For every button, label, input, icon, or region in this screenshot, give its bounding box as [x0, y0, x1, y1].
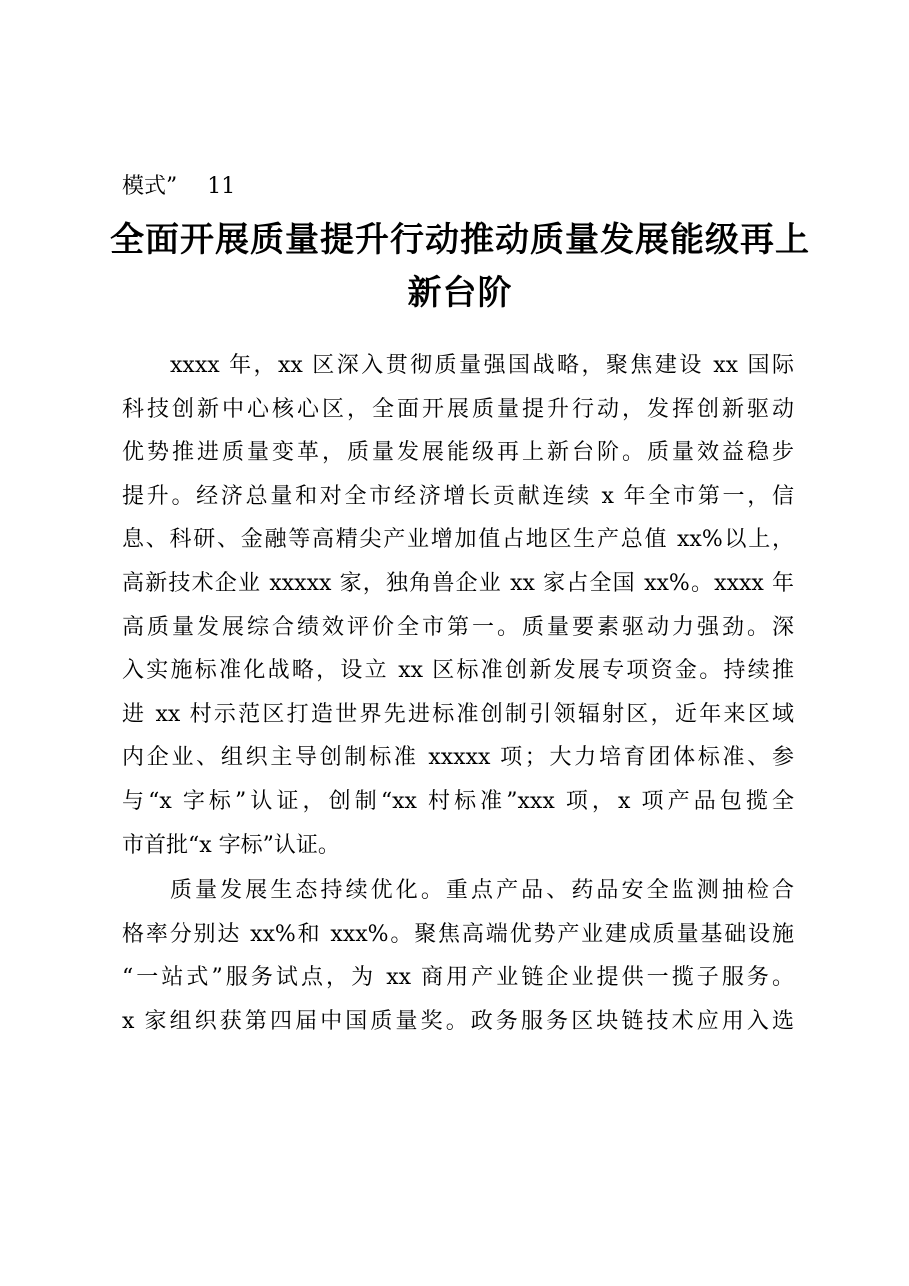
document-title	[100, 214, 820, 320]
paragraph-2	[122, 869, 794, 1043]
text-line: 科技创新中心核心区，全面开展质量提升行动，发挥创新驱动	[122, 396, 794, 422]
text-line: 内企业、组织主导创制标准 xxxxx 项；大力培育团体标准、参	[122, 745, 794, 771]
paragraph-1	[122, 344, 794, 867]
text-line: 市首批“x 字标”认证。	[122, 832, 340, 858]
text-line: 质量发展生态持续优化。重点产品、药品安全监测抽检合	[170, 878, 794, 904]
header-text: 模式”	[122, 174, 178, 199]
running-header	[122, 172, 235, 202]
text-line: 格率分别达 xx%和 xxx%。聚焦高端优势产业建成质量基础设施	[122, 921, 794, 947]
page-number: 11	[207, 174, 236, 199]
text-line: 入实施标准化战略，设立 xx 区标准创新发展专项资金。持续推	[122, 658, 794, 684]
text-line: x 家组织获第四届中国质量奖。政务服务区块链技术应用入选	[122, 1008, 794, 1034]
document-body	[122, 344, 794, 1044]
text-line: 提升。经济总量和对全市经济增长贡献连续 x 年全市第一，信	[122, 483, 794, 509]
text-line: 进 xx 村示范区打造世界先进标准创制引领辐射区，近年来区域	[122, 701, 794, 727]
text-line: 高质量发展综合绩效评价全市第一。质量要素驱动力强劲。深	[122, 614, 794, 640]
text-line: 与“x 字标”认证，创制“xx 村标准”xxx 项，x 项产品包揽全	[122, 788, 794, 814]
text-line: xxxx 年，xx 区深入贯彻质量强国战略，聚焦建设 xx 国际	[170, 353, 794, 378]
text-line: 高新技术企业 xxxxx 家，独角兽企业 xx 家占全国 xx%。xxxx 年	[122, 570, 794, 596]
title-line-2: 新台阶	[407, 273, 513, 313]
text-line: 息、科研、金融等高精尖产业增加值占地区生产总值 xx%以上，	[122, 527, 794, 553]
text-line: “一站式”服务试点，为 xx 商用产业链企业提供一揽子服务。	[122, 965, 794, 991]
title-line-1: 全面开展质量提升行动推动质量发展能级再上	[110, 220, 810, 260]
text-line: 优势推进质量变革，质量发展能级再上新台阶。质量效益稳步	[122, 440, 794, 466]
